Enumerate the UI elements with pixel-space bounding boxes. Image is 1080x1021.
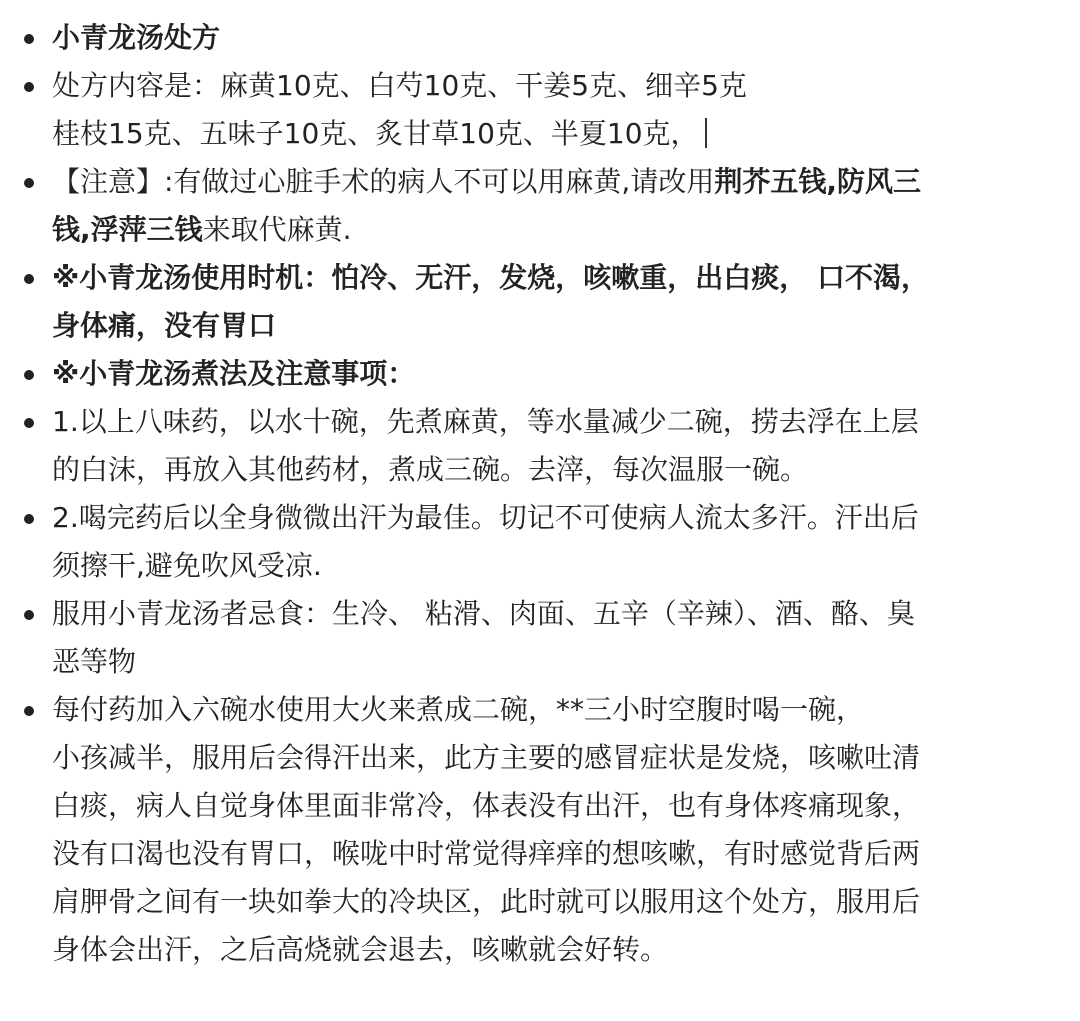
bullet-dot-icon [24, 274, 34, 284]
list-item-ingredients [24, 62, 1040, 158]
list-item-title [24, 14, 1040, 62]
method-heading: ※小青龙汤煮法及注意事项： [52, 357, 416, 390]
caution-substitute-1: 荆芥五钱,防风三 [714, 165, 921, 198]
bullet-dot-icon [24, 178, 34, 188]
list-item-food-avoid [24, 590, 1040, 686]
bullet-dot-icon [24, 370, 34, 380]
step-1-line-1: 1.以上八味药，以水十碗，先煮麻黄，等水量减少二碗，捞去浮在上层 [52, 405, 919, 438]
ingredients-line-1: 处方内容是：麻黄10克、白芍10克、干姜5克、细辛5克 [52, 69, 747, 102]
list-item-dosage [24, 686, 1040, 974]
bullet-dot-icon [24, 34, 34, 44]
list-item-step-2 [24, 494, 1040, 590]
text-cursor-icon [705, 118, 707, 148]
bullet-dot-icon [24, 418, 34, 428]
caution-text-end: 来取代麻黄. [202, 213, 352, 246]
bullet-dot-icon [24, 82, 34, 92]
bullet-dot-icon [24, 706, 34, 716]
list-item-method-heading [24, 350, 1040, 398]
dosage-line-3: 白痰，病人自觉身体里面非常冷，体表没有出汗，也有身体疼痛现象， [52, 789, 921, 822]
caution-line-1 [52, 158, 1040, 206]
caution-substitute-2: 钱,浮萍三钱 [52, 213, 203, 246]
ingredients-line-2-text: 桂枝15克、五味子10克、炙甘草10克、半夏10克， [52, 117, 699, 150]
step-1-line-2: 的白沫，再放入其他药材，煮成三碗。去滓，每次温服一碗。 [52, 453, 809, 486]
list-item-caution [24, 158, 1040, 254]
step-2-line-1: 2.喝完药后以全身微微出汗为最佳。切记不可使病人流太多汗。汗出后 [52, 501, 919, 534]
caution-text: 【注意】:有做过心脏手术的病人不可以用麻黄,请改用 [52, 165, 715, 198]
dosage-line-2: 小孩减半，服用后会得汗出来，此方主要的感冒症状是发烧，咳嗽吐清 [52, 741, 921, 774]
list-item-step-1 [24, 398, 1040, 494]
dosage-line-1: 每付药加入六碗水使用大火来煮成二碗，**三小时空腹时喝一碗， [52, 693, 865, 726]
food-avoid-line-2: 恶等物 [52, 645, 137, 678]
usage-timing-line-2: 身体痛，没有胃口 [52, 309, 277, 342]
food-avoid-line-1: 服用小青龙汤者忌食：生冷、 粘滑、肉面、五辛（辛辣）、酒、酪、臭 [52, 597, 915, 630]
caution-line-2 [52, 206, 1040, 254]
list-item-usage-timing [24, 254, 1040, 350]
dosage-line-6: 身体会出汗，之后高烧就会退去，咳嗽就会好转。 [52, 933, 669, 966]
bullet-dot-icon [24, 514, 34, 524]
dosage-line-4: 没有口渴也没有胃口，喉咙中时常觉得痒痒的想咳嗽，有时感觉背后两 [52, 837, 921, 870]
step-2-line-2: 须擦干,避免吹风受凉. [52, 549, 322, 582]
prescription-title: 小青龙汤处方 [52, 21, 221, 54]
bullet-list [24, 14, 1040, 974]
ingredients-line-2 [52, 110, 1040, 158]
usage-timing-line-1: ※小青龙汤使用时机：怕冷、无汗，发烧，咳嗽重，出白痰， 口不渴， [52, 261, 929, 294]
bullet-dot-icon [24, 610, 34, 620]
dosage-line-5: 肩胛骨之间有一块如拳大的冷块区，此时就可以服用这个处方，服用后 [52, 885, 921, 918]
